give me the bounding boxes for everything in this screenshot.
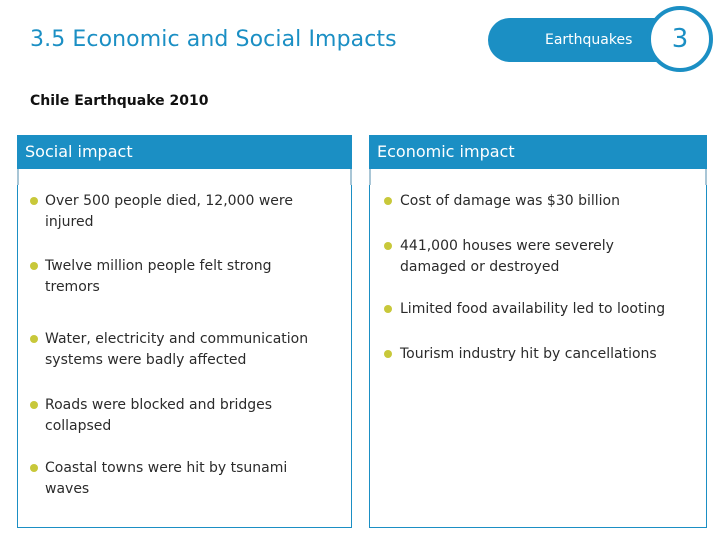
social-item: Over 500 people died, 12,000 were injured bbox=[45, 193, 293, 230]
social-item: Twelve million people felt strong tremors bbox=[45, 258, 272, 295]
bullet-icon bbox=[30, 464, 38, 472]
social-impact-panel bbox=[17, 135, 352, 528]
topic-tab-label: Earthquakes bbox=[545, 32, 633, 48]
panel-edge-mark bbox=[350, 169, 352, 185]
bullet-icon bbox=[30, 197, 38, 205]
economic-impact-heading: Economic impact bbox=[369, 135, 707, 169]
section-subtitle: Chile Earthquake 2010 bbox=[30, 93, 209, 109]
social-impact-heading: Social impact bbox=[17, 135, 352, 169]
bullet-icon bbox=[384, 197, 392, 205]
social-item: Roads were blocked and bridges collapsed bbox=[45, 397, 273, 434]
bullet-icon bbox=[384, 350, 392, 358]
bullet-icon bbox=[384, 305, 392, 313]
bullet-icon bbox=[384, 242, 392, 250]
economic-item: 441,000 houses were severely damaged or destroyed bbox=[400, 238, 614, 275]
economic-item: Tourism industry hit by cancellations bbox=[400, 346, 657, 362]
bullet-icon bbox=[30, 401, 38, 409]
page-title: 3.5 Economic and Social Impacts bbox=[30, 27, 397, 52]
panel-edge-mark bbox=[705, 169, 707, 185]
panel-edge-mark bbox=[369, 169, 371, 185]
chapter-number: 3 bbox=[671, 24, 689, 54]
panel-edge-mark bbox=[17, 169, 19, 185]
social-item: Water, electricity and communication systems were badly affected bbox=[45, 331, 309, 368]
bullet-icon bbox=[30, 335, 38, 343]
chapter-badge bbox=[647, 6, 713, 72]
economic-item: Cost of damage was $30 billion bbox=[400, 193, 620, 209]
economic-item: Limited food availability led to looting bbox=[400, 301, 666, 317]
economic-impact-panel bbox=[369, 135, 707, 528]
social-item: Coastal towns were hit by tsunami waves bbox=[45, 460, 288, 497]
bullet-icon bbox=[30, 262, 38, 270]
